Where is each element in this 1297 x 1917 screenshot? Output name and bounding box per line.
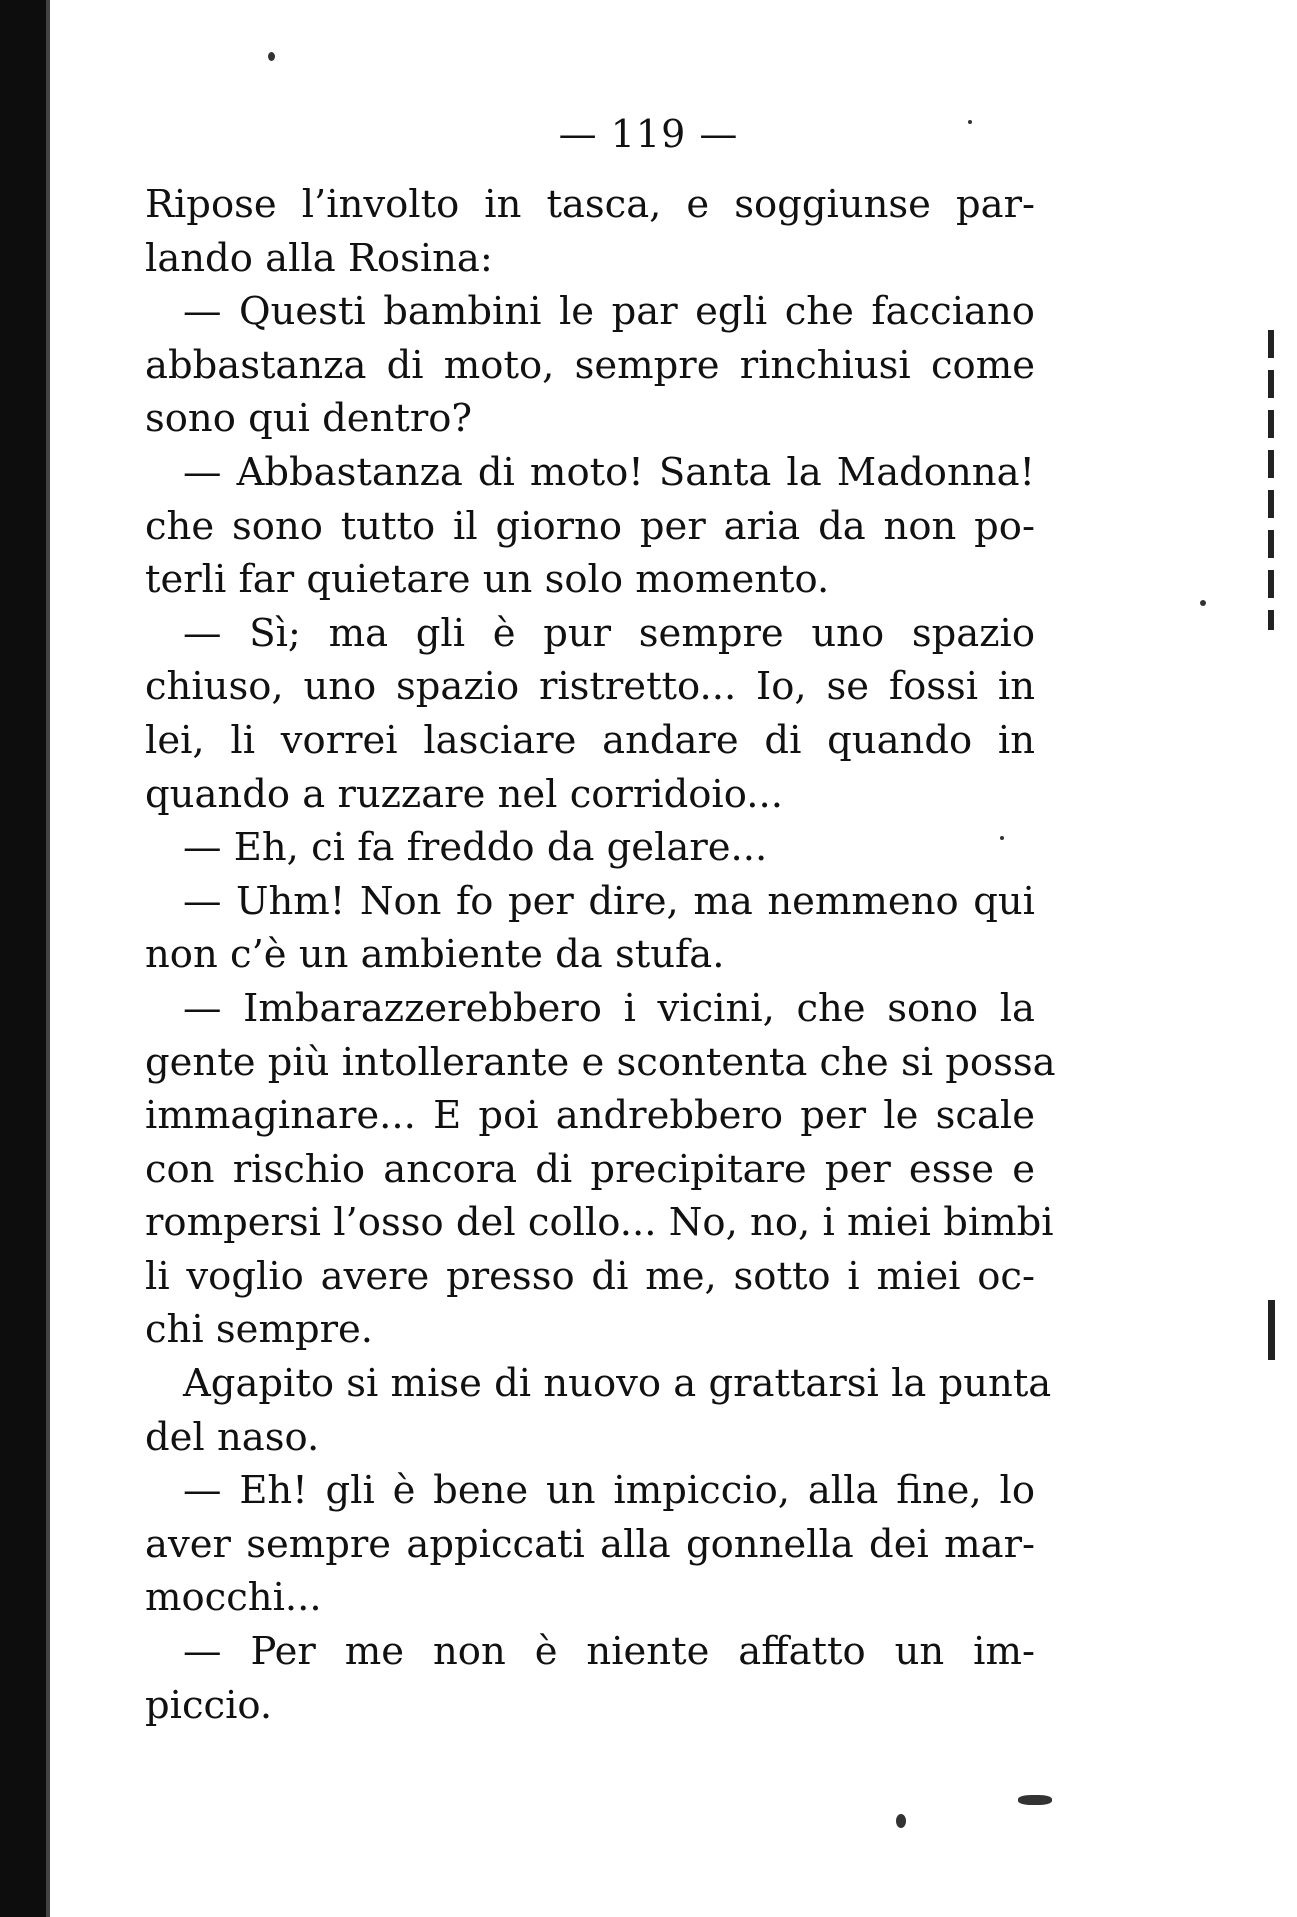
text-line: immaginare... E poi andrebbero per le scale bbox=[145, 1093, 1035, 1139]
scan-speck bbox=[1000, 836, 1004, 840]
margin-scan-mark bbox=[1268, 1300, 1275, 1360]
text-line: mocchi... bbox=[145, 1575, 322, 1621]
text-line: chi sempre. bbox=[145, 1307, 374, 1353]
text-line: — Uhm! Non fo per dire, ma nemmeno qui bbox=[183, 878, 1035, 924]
text-line: Ripose l’involto in tasca, e soggiunse par- bbox=[145, 182, 1035, 227]
scan-speck bbox=[1200, 600, 1206, 606]
text-line: quando a ruzzare nel corridoio... bbox=[145, 771, 783, 817]
text-line: Agapito si mise di nuovo a grattarsi la punta bbox=[183, 1361, 1052, 1407]
scan-speck bbox=[268, 52, 275, 61]
text-line: rompersi l’osso del collo... No, no, i miei bimbi bbox=[145, 1200, 1054, 1246]
page-number: — 119 — bbox=[558, 112, 739, 156]
text-line: abbastanza di moto, sempre rinchiusi come bbox=[145, 342, 1035, 388]
text-line: — Eh! gli è bene un impiccio, alla fine, lo bbox=[183, 1468, 1035, 1514]
text-line: lei, li vorrei lasciare andare di quando in bbox=[145, 717, 1035, 763]
text-line: — Per me non è niente affatto un im- bbox=[183, 1629, 1035, 1675]
text-line: del naso. bbox=[145, 1414, 320, 1460]
text-line: — Abbastanza di moto! Santa la Madonna! bbox=[183, 449, 1035, 495]
scan-speck bbox=[896, 1814, 906, 1828]
text-line: li voglio avere presso di me, sotto i miei oc- bbox=[145, 1253, 1035, 1299]
text-line: piccio. bbox=[145, 1682, 273, 1728]
scan-speck bbox=[968, 120, 972, 124]
text-line: con rischio ancora di precipitare per esse e bbox=[145, 1146, 1035, 1192]
text-line: — Questi bambini le par egli che facciano bbox=[183, 289, 1035, 335]
text-line: lando alla Rosina: bbox=[145, 235, 493, 281]
text-line: chiuso, uno spazio ristretto... Io, se fossi in bbox=[145, 664, 1035, 710]
text-line: che sono tutto il giorno per aria da non po- bbox=[145, 503, 1035, 549]
text-line: aver sempre appiccati alla gonnella dei mar- bbox=[145, 1521, 1035, 1567]
body-text bbox=[145, 178, 1056, 1732]
text-line: — Eh, ci fa freddo da gelare... bbox=[183, 825, 768, 871]
text-line: — Sì; ma gli è pur sempre uno spazio bbox=[183, 610, 1035, 656]
scan-speck bbox=[1018, 1795, 1052, 1805]
text-line: — Imbarazzerebbero i vicini, che sono la bbox=[183, 985, 1035, 1031]
text-line: terli far quietare un solo momento. bbox=[145, 557, 830, 603]
text-line: non c’è un ambiente da stufa. bbox=[145, 932, 725, 978]
page-binding-edge bbox=[0, 0, 46, 1917]
margin-scan-mark bbox=[1268, 330, 1274, 630]
text-line: gente più intollerante e scontenta che si possa bbox=[145, 1039, 1056, 1085]
text-line: sono qui dentro? bbox=[145, 396, 473, 442]
